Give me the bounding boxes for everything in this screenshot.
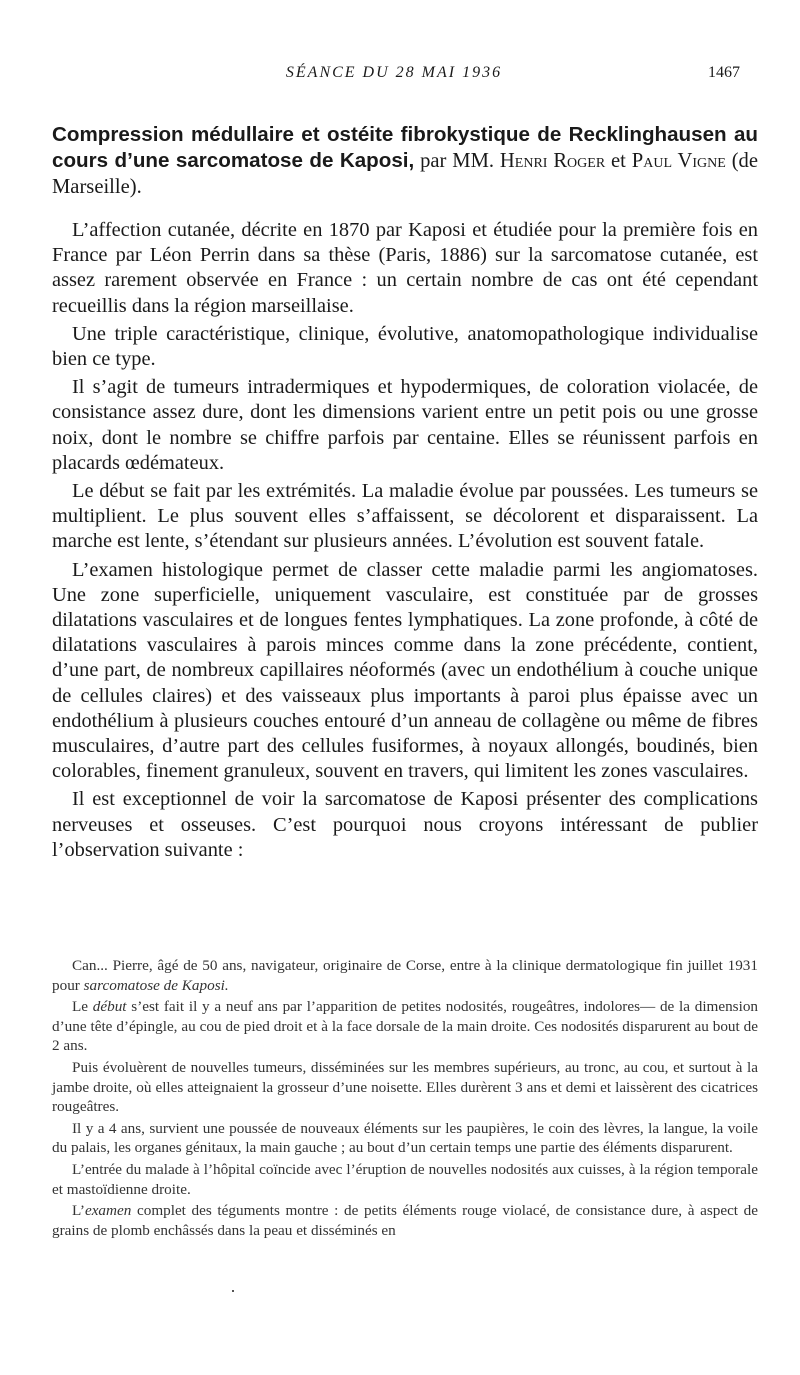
title-par: par MM. — [420, 150, 495, 172]
title-et: et — [611, 150, 626, 172]
obs-emphasis: début — [92, 998, 127, 1016]
obs-text: Le — [72, 998, 89, 1016]
paragraph: Il s’agit de tumeurs intradermiques et hypodermiques, de coloration violacée, de consistance assez dure, dont les dimensions varient entre un petit pois ou une grosse noix, dont le nombre se chiffre parfois par centaine. Elles se réunissent parfois en placards œdémateux. — [52, 376, 758, 474]
obs-emphasis: examen — [84, 1202, 132, 1220]
affiliation: (de Marseille). — [52, 150, 758, 198]
article-body — [52, 218, 758, 866]
obs-text: Can... Pierre, âgé de 50 ans, navigateur, originaire de Corse, entre à la clinique dermatologique fin juillet 1931 pour — [52, 957, 758, 994]
obs-paragraph — [52, 956, 758, 995]
case-observation — [52, 956, 758, 1242]
obs-text: s’est fait il y a neuf ans par l’apparition de petites nodosités, rougeâtres, indolores— de la dimension d’une tête d’épingle, au cou de pied droit et à la face dorsale de la main droite. Ces nodosités disparurent au bout de 2 ans. — [52, 998, 759, 1055]
paragraph: L’examen histologique permet de classer cette maladie parmi les angiomatoses. Une zone superficielle, uniquement vasculaire, est constituée par de grosses dilatations vasculaires et de longues fentes lymphatiques. La zone profonde, à côté de dilatations vasculaires à parois minces comme dans la zone précédente, contient, d’une part, de nombreux capillaires néoformés (avec un endothélium à couche unique de cellules claires) et des vaisseaux plus importants à paroi plus épaisse avec un endothélium à plusieurs couches entouré d’un anneau de collagène ou même de fibres musculaires, d’autre part des cellules fusiformes, à noyaux allongés, boudinés, bien colorables, finement granuleux, souvent en travers, qui limitent les zones vasculaires. — [52, 558, 758, 783]
obs-paragraph — [52, 1201, 758, 1240]
obs-paragraph: Il y a 4 ans, survient une poussée de nouveaux éléments sur les paupières, le coin des lèvres, la langue, la voile du palais, les organes génitaux, la main gauche ; au bout d’un certain temps une partie des éléments disparurent. — [52, 1119, 758, 1157]
article-title — [52, 122, 758, 200]
paragraph: L’affection cutanée, décrite en 1870 par Kaposi et étudiée pour la première fois en France par Léon Perrin dans sa thèse (Paris, 1886) sur la sarcomatose cutanée, est assez rarement observée en France : un certain nombre de cas ont été cependant recueillis dans la région marseillaise. — [52, 219, 758, 317]
obs-emphasis: sarcomatose de Kaposi. — [83, 976, 229, 994]
title-bold: Compression médullaire et ostéite fibrokystique de Recklinghausen au cours d’une sarcomatose de Kaposi, — [52, 123, 758, 172]
obs-paragraph: Puis évoluèrent de nouvelles tumeurs, disséminées sur les membres supérieurs, au tronc, au cou, et surtout à la jambe droite, où elles atteignaient la grosseur d’une noisette. Elles durèrent 3 ans et demi et laissèrent des cicatrices rougeâtres. — [52, 1058, 758, 1116]
obs-paragraph — [52, 997, 758, 1056]
paragraph: Il est exceptionnel de voir la sarcomatose de Kaposi présenter des complications nerveuses et osseuses. C’est pourquoi nous croyons intéressant de publier l’observation suivante : — [52, 788, 758, 861]
obs-text: complet des téguments montre : de petits éléments rouge violacé, de consistance dure, à aspect de grains de plomb enchâssés dans la peau et disséminés en — [52, 1202, 758, 1239]
author-roger: Henri Roger — [499, 150, 606, 172]
running-title: SÉANCE DU 28 MAI 1936 — [285, 64, 503, 81]
author-vigne: Paul Vigne — [631, 150, 726, 172]
obs-paragraph: L’entrée du malade à l’hôpital coïncide avec l’éruption de nouvelles nodosités aux cuisses, à la région temporale et mastoïdienne droite. — [52, 1160, 758, 1198]
page-number: 1467 — [708, 64, 740, 81]
paragraph: Le début se fait par les extrémités. La maladie évolue par poussées. Les tumeurs se multiplient. Le plus souvent elles s’affaissent, se décolorent et disparaissent. La marche est lente, s’étendant sur plusieurs années. L’évolution est souvent fatale. — [52, 480, 758, 553]
print-speck — [232, 1290, 234, 1292]
running-header — [48, 64, 740, 88]
obs-text: L’ — [72, 1202, 85, 1220]
paragraph: Une triple caractéristique, clinique, évolutive, anatomopathologique individualise bien ce type. — [52, 322, 758, 371]
